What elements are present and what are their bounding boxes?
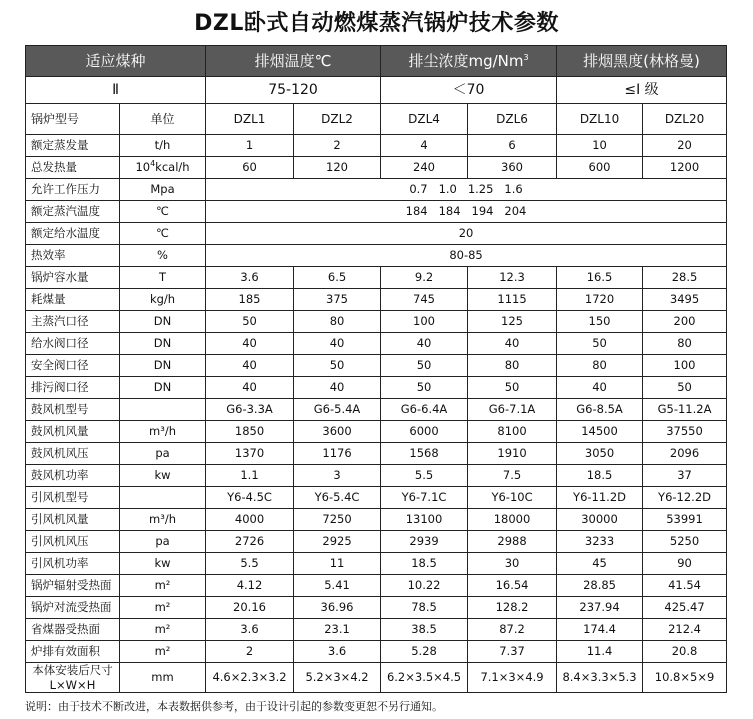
data-cell: 78.5 — [381, 597, 468, 619]
data-cell: 40 — [381, 333, 468, 355]
table-row — [26, 465, 727, 487]
row-unit: m² — [120, 619, 206, 641]
row-label: 本体安装后尺寸 L×W×H — [26, 663, 120, 693]
data-cell: 6000 — [381, 421, 468, 443]
row-label: 给水阀口径 — [26, 333, 120, 355]
row-unit — [120, 487, 206, 509]
data-cell: 20 — [206, 223, 727, 245]
table-row — [26, 179, 727, 201]
data-cell: 87.2 — [468, 619, 557, 641]
data-cell: 2096 — [643, 443, 727, 465]
data-cell: 80-85 — [206, 245, 727, 267]
table-row — [26, 663, 727, 693]
row-unit: DN — [120, 355, 206, 377]
row-unit: m² — [120, 641, 206, 663]
data-cell: G6-6.4A — [381, 399, 468, 421]
model-cell: DZL6 — [468, 104, 557, 135]
unit-label: 单位 — [120, 104, 206, 135]
row-unit: m³/h — [120, 421, 206, 443]
model-cell: DZL10 — [557, 104, 643, 135]
sub-coal: Ⅱ — [26, 77, 206, 104]
data-cell: 5.41 — [294, 575, 381, 597]
data-cell: 128.2 — [468, 597, 557, 619]
row-label: 总发热量 — [26, 157, 120, 179]
row-unit: kw — [120, 553, 206, 575]
data-cell: 185 — [206, 289, 294, 311]
data-cell: 90 — [643, 553, 727, 575]
data-cell: 184 184 194 204 — [206, 201, 727, 223]
row-label: 锅炉辐射受热面 — [26, 575, 120, 597]
row-unit: ℃ — [120, 201, 206, 223]
table-row — [26, 399, 727, 421]
data-cell: 6 — [468, 135, 557, 157]
data-cell: 1850 — [206, 421, 294, 443]
data-cell: 4.6×2.3×3.2 — [206, 663, 294, 693]
data-cell: 1568 — [381, 443, 468, 465]
data-cell: 8100 — [468, 421, 557, 443]
row-unit: m² — [120, 575, 206, 597]
data-cell: 60 — [206, 157, 294, 179]
sub-black: ≤Ⅰ 级 — [557, 77, 727, 104]
data-cell: Y6-12.2D — [643, 487, 727, 509]
model-cell: DZL2 — [294, 104, 381, 135]
data-cell: 6.2×3.5×4.5 — [381, 663, 468, 693]
model-cell: DZL20 — [643, 104, 727, 135]
data-cell: 9.2 — [381, 267, 468, 289]
table-row — [26, 597, 727, 619]
row-label: 耗煤量 — [26, 289, 120, 311]
data-cell: 2 — [206, 641, 294, 663]
data-cell: 7250 — [294, 509, 381, 531]
row-label: 鼓风机型号 — [26, 399, 120, 421]
data-cell: 120 — [294, 157, 381, 179]
data-cell: 1176 — [294, 443, 381, 465]
table-row — [26, 157, 727, 179]
row-label: 引风机风量 — [26, 509, 120, 531]
data-cell: 4 — [381, 135, 468, 157]
data-cell: Y6-5.4C — [294, 487, 381, 509]
data-cell: 10.8×5×9 — [643, 663, 727, 693]
data-cell: 18.5 — [557, 465, 643, 487]
data-cell: 150 — [557, 311, 643, 333]
table-row — [26, 377, 727, 399]
data-cell: 40 — [557, 377, 643, 399]
table-row — [26, 311, 727, 333]
data-cell: 7.5 — [468, 465, 557, 487]
table-row — [26, 641, 727, 663]
row-label: 锅炉容水量 — [26, 267, 120, 289]
data-cell: 50 — [294, 355, 381, 377]
data-cell: G6-3.3A — [206, 399, 294, 421]
data-cell: 28.85 — [557, 575, 643, 597]
data-cell: 80 — [557, 355, 643, 377]
data-cell: 40 — [206, 333, 294, 355]
sub-temp: 75-120 — [206, 77, 381, 104]
table-row — [26, 553, 727, 575]
table-row — [26, 267, 727, 289]
footnote: 说明：由于技术不断改进，本表数据供参考，由于设计引起的参数变更恕不另行通知。 — [25, 700, 443, 713]
data-cell: 3 — [294, 465, 381, 487]
data-cell: 10.22 — [381, 575, 468, 597]
data-cell: 425.47 — [643, 597, 727, 619]
row-unit: m² — [120, 597, 206, 619]
data-cell: 23.1 — [294, 619, 381, 641]
data-cell: 30000 — [557, 509, 643, 531]
data-cell: G5-11.2A — [643, 399, 727, 421]
data-cell: 3.6 — [206, 619, 294, 641]
data-cell: 18.5 — [381, 553, 468, 575]
data-cell: 50 — [643, 377, 727, 399]
data-cell: 13100 — [381, 509, 468, 531]
data-cell: 3495 — [643, 289, 727, 311]
data-cell: G6-7.1A — [468, 399, 557, 421]
data-cell: 50 — [468, 377, 557, 399]
data-cell: 53991 — [643, 509, 727, 531]
data-cell: 1370 — [206, 443, 294, 465]
data-cell: 3600 — [294, 421, 381, 443]
data-cell: 600 — [557, 157, 643, 179]
table-row — [26, 333, 727, 355]
row-label: 引风机型号 — [26, 487, 120, 509]
table-row — [26, 487, 727, 509]
data-cell: 4000 — [206, 509, 294, 531]
table-row — [26, 201, 727, 223]
data-cell: 45 — [557, 553, 643, 575]
data-cell: 1.1 — [206, 465, 294, 487]
data-cell: 38.5 — [381, 619, 468, 641]
row-label: 锅炉型号 — [26, 104, 120, 135]
row-label: 排污阀口径 — [26, 377, 120, 399]
data-cell: 36.96 — [294, 597, 381, 619]
header-temp: 排烟温度℃ — [206, 46, 381, 77]
row-label: 额定蒸汽温度 — [26, 201, 120, 223]
subheader-row — [26, 77, 727, 104]
data-cell: 5250 — [643, 531, 727, 553]
data-cell: 2988 — [468, 531, 557, 553]
data-cell: 41.54 — [643, 575, 727, 597]
data-cell: 5.5 — [206, 553, 294, 575]
data-cell: 3.6 — [294, 641, 381, 663]
row-unit: Mpa — [120, 179, 206, 201]
models-row — [26, 104, 727, 135]
data-cell: 28.5 — [643, 267, 727, 289]
row-unit: kw — [120, 465, 206, 487]
row-label: 引风机风压 — [26, 531, 120, 553]
data-cell: 212.4 — [643, 619, 727, 641]
table-row — [26, 355, 727, 377]
data-cell: 3.6 — [206, 267, 294, 289]
data-cell: 30 — [468, 553, 557, 575]
row-label: 鼓风机功率 — [26, 465, 120, 487]
data-cell: 1 — [206, 135, 294, 157]
row-label: 额定给水温度 — [26, 223, 120, 245]
table-row — [26, 575, 727, 597]
row-label: 省煤器受热面 — [26, 619, 120, 641]
row-label: 锅炉对流受热面 — [26, 597, 120, 619]
table-row — [26, 245, 727, 267]
row-label: 炉排有效面积 — [26, 641, 120, 663]
data-cell: 10 — [557, 135, 643, 157]
data-cell: 50 — [557, 333, 643, 355]
data-cell: 5.2×3×4.2 — [294, 663, 381, 693]
data-cell: 1910 — [468, 443, 557, 465]
data-cell: 1200 — [643, 157, 727, 179]
data-cell: 1720 — [557, 289, 643, 311]
data-cell: G6-8.5A — [557, 399, 643, 421]
row-label: 鼓风机风量 — [26, 421, 120, 443]
data-cell: 237.94 — [557, 597, 643, 619]
sub-dust: ＜70 — [381, 77, 557, 104]
data-cell: 6.5 — [294, 267, 381, 289]
data-cell: 37 — [643, 465, 727, 487]
data-cell: 80 — [468, 355, 557, 377]
data-cell: 11 — [294, 553, 381, 575]
table-row — [26, 619, 727, 641]
data-cell: G6-5.4A — [294, 399, 381, 421]
data-cell: 100 — [381, 311, 468, 333]
data-cell: 174.4 — [557, 619, 643, 641]
data-cell: 80 — [294, 311, 381, 333]
data-cell: 240 — [381, 157, 468, 179]
row-label: 引风机功率 — [26, 553, 120, 575]
data-cell: 200 — [643, 311, 727, 333]
table-row — [26, 531, 727, 553]
data-cell: 2726 — [206, 531, 294, 553]
row-unit: m³/h — [120, 509, 206, 531]
data-cell: Y6-4.5C — [206, 487, 294, 509]
data-cell: Y6-7.1C — [381, 487, 468, 509]
header-coal: 适应煤种 — [26, 46, 206, 77]
row-unit: pa — [120, 443, 206, 465]
data-cell: 2 — [294, 135, 381, 157]
data-cell: 12.3 — [468, 267, 557, 289]
page-title: DZL卧式自动燃煤蒸汽锅炉技术参数 — [194, 11, 559, 36]
row-label: 允许工作压力 — [26, 179, 120, 201]
row-label: 鼓风机风压 — [26, 443, 120, 465]
data-cell: 2939 — [381, 531, 468, 553]
data-cell: 18000 — [468, 509, 557, 531]
data-cell: 745 — [381, 289, 468, 311]
data-cell: 100 — [643, 355, 727, 377]
row-label: 主蒸汽口径 — [26, 311, 120, 333]
table-row — [26, 443, 727, 465]
table-row — [26, 135, 727, 157]
data-cell: 20 — [643, 135, 727, 157]
row-unit: mm — [120, 663, 206, 693]
data-cell: 16.5 — [557, 267, 643, 289]
data-cell: 3233 — [557, 531, 643, 553]
table-row — [26, 509, 727, 531]
row-unit: $10^4kcal/h$ — [120, 157, 206, 179]
table-row — [26, 421, 727, 443]
row-unit: kg/h — [120, 289, 206, 311]
data-cell: 11.4 — [557, 641, 643, 663]
data-cell: 1115 — [468, 289, 557, 311]
data-cell: 2925 — [294, 531, 381, 553]
header-row — [26, 46, 727, 77]
data-cell: 80 — [643, 333, 727, 355]
row-unit: DN — [120, 333, 206, 355]
row-label: 热效率 — [26, 245, 120, 267]
row-label: 安全阀口径 — [26, 355, 120, 377]
data-cell: 7.1×3×4.9 — [468, 663, 557, 693]
data-cell: 8.4×3.3×5.3 — [557, 663, 643, 693]
data-cell: 40 — [294, 333, 381, 355]
data-cell: Y6-10C — [468, 487, 557, 509]
data-cell: 40 — [468, 333, 557, 355]
data-cell: 360 — [468, 157, 557, 179]
data-cell: 40 — [206, 377, 294, 399]
row-unit: T — [120, 267, 206, 289]
row-unit: DN — [120, 311, 206, 333]
data-cell: 5.28 — [381, 641, 468, 663]
data-cell: 7.37 — [468, 641, 557, 663]
data-cell: 14500 — [557, 421, 643, 443]
row-unit: DN — [120, 377, 206, 399]
table-row — [26, 289, 727, 311]
data-cell: 40 — [206, 355, 294, 377]
row-unit: % — [120, 245, 206, 267]
header-dust: 排尘浓度mg/Nm$^3$ — [381, 46, 557, 77]
data-cell: 20.8 — [643, 641, 727, 663]
data-cell: 375 — [294, 289, 381, 311]
row-label: 额定蒸发量 — [26, 135, 120, 157]
row-unit — [120, 399, 206, 421]
model-cell: DZL4 — [381, 104, 468, 135]
data-cell: 4.12 — [206, 575, 294, 597]
row-unit: ℃ — [120, 223, 206, 245]
spec-table — [25, 45, 727, 693]
data-cell: Y6-11.2D — [557, 487, 643, 509]
data-cell: 3050 — [557, 443, 643, 465]
data-cell: 50 — [381, 377, 468, 399]
data-cell: 50 — [206, 311, 294, 333]
row-unit: pa — [120, 531, 206, 553]
model-cell: DZL1 — [206, 104, 294, 135]
data-cell: 16.54 — [468, 575, 557, 597]
data-cell: 40 — [294, 377, 381, 399]
data-cell: 20.16 — [206, 597, 294, 619]
row-unit: t/h — [120, 135, 206, 157]
table-row — [26, 223, 727, 245]
data-cell: 5.5 — [381, 465, 468, 487]
data-cell: 50 — [381, 355, 468, 377]
data-cell: 0.7 1.0 1.25 1.6 — [206, 179, 727, 201]
data-cell: 125 — [468, 311, 557, 333]
data-cell: 37550 — [643, 421, 727, 443]
header-black: 排烟黑度(林格曼) — [557, 46, 727, 77]
